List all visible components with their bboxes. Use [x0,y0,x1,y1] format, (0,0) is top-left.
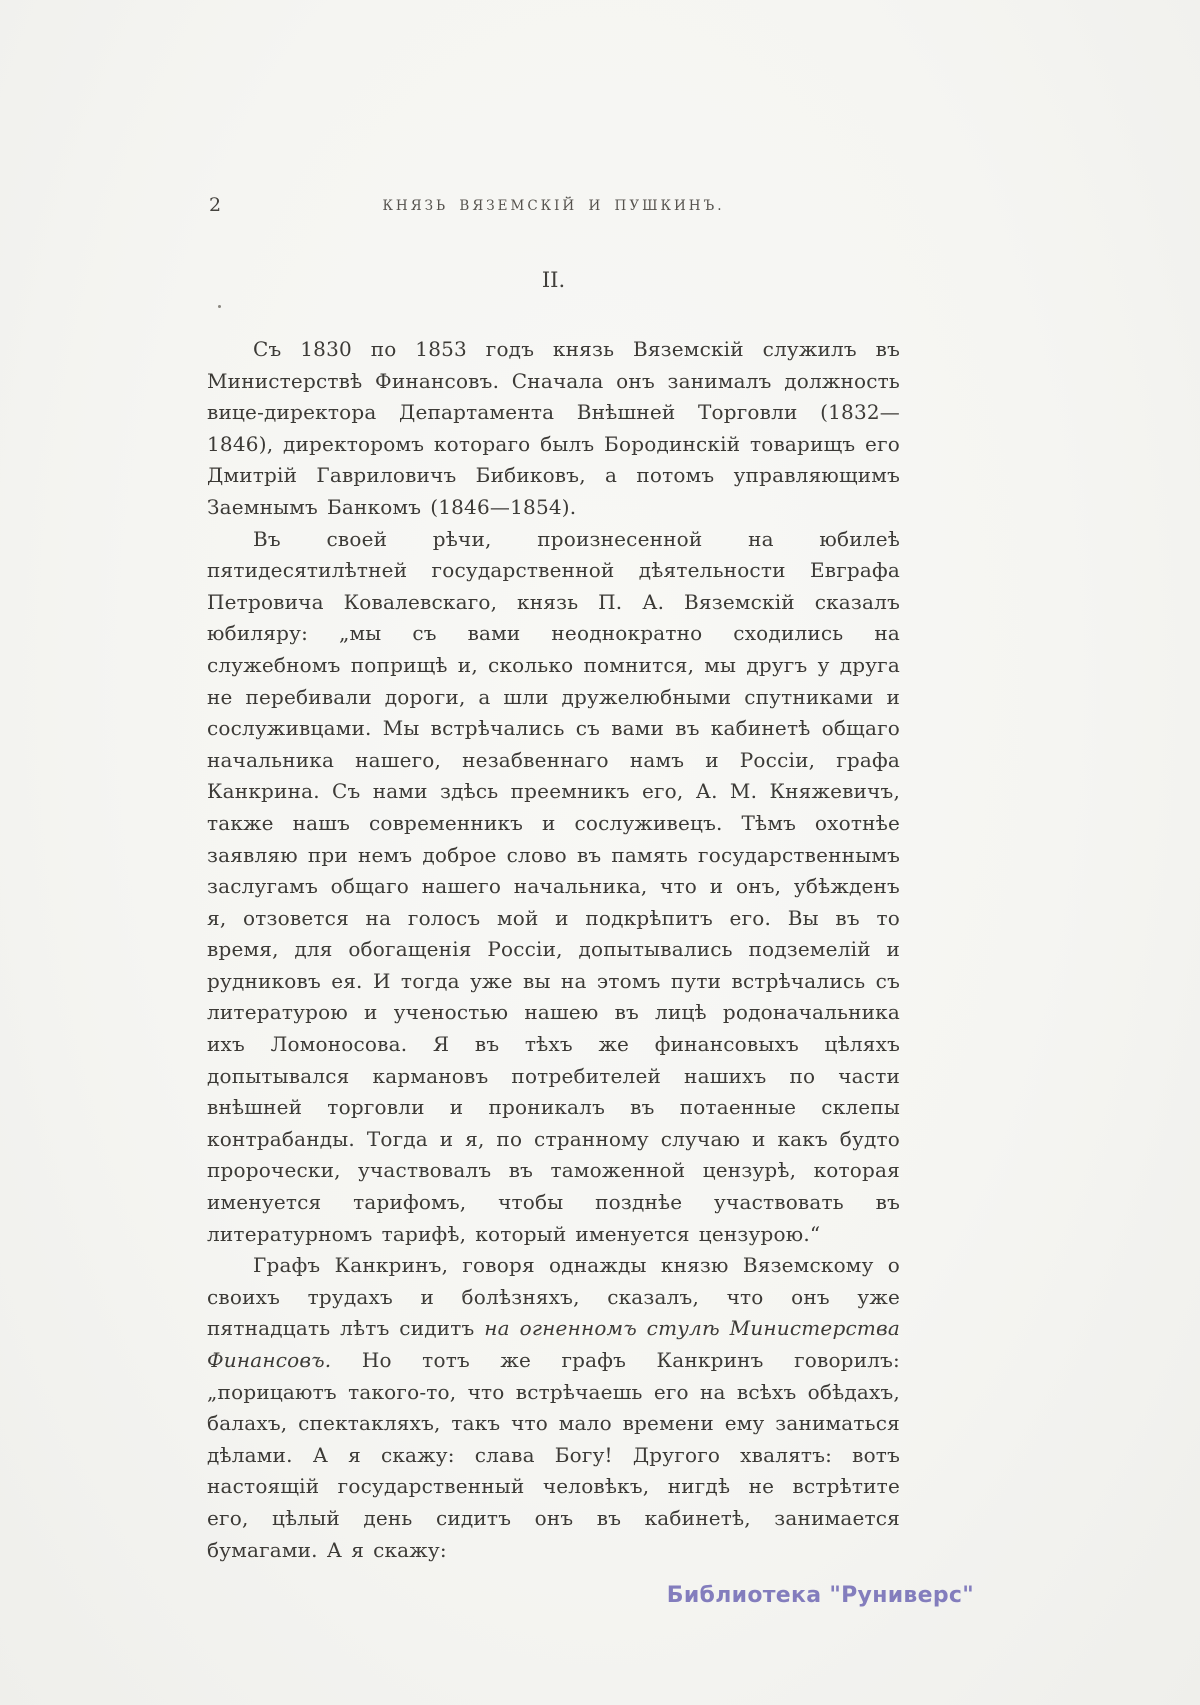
scan-noise-speck [218,305,221,308]
paragraph: Съ 1830 по 1853 годъ князь Вяземскій служилъ въ Министерствѣ Финансовъ. Сначала онъ занималъ должность вице-директора Департамента Внѣшней Торговли (1832—1846), директоромъ котораго былъ Бородинскій товарищъ его Дмитрій Гавриловичъ Бибиковъ, а потомъ управляющимъ Заемнымъ Банкомъ (1846—1854). [207,337,900,519]
running-header: КНЯЗЬ ВЯЗЕМСКІЙ И ПУШКИНЪ. [382,198,725,214]
paragraph [207,1250,900,1566]
section-heading: II. [541,268,566,292]
paragraph-italic-text: на огненномъ стулѣ Министерства Финансовъ. [207,1316,900,1372]
page-number: 2 [209,194,222,216]
paragraph-text: Но тотъ же графъ Канкринъ говорилъ: „порицаютъ такого-то, что встрѣчаешь его на всѣхъ обѣдахъ, балахъ, спектакляхъ, такъ что мало времени ему заниматься дѣлами. А я скажу: слава Богу! Другого хвалятъ: вотъ настоящій государственный человѣкъ, нигдѣ не встрѣтите его, цѣлый день сидитъ онъ въ кабинетѣ, занимается бумагами. А я скажу: [207,1348,900,1562]
library-watermark: Библиотека "Руниверс" [666,1583,974,1608]
text-block [207,334,900,1566]
paragraph-text: Графъ Канкринъ, говоря однажды князю Вяземскому о своихъ трудахъ и болѣзняхъ, сказалъ, что онъ уже пятнадцать лѣтъ сидитъ [207,1253,900,1341]
paragraph: Въ своей рѣчи, произнесенной на юбилеѣ пятидесятилѣтней государственной дѣятельности Евграфа Петровича Ковалевскаго, князь П. А. Вяземскій сказалъ юбиляру: „мы съ вами неоднократно сходились на служебномъ поприщѣ и, сколько помнится, мы другъ у друга не перебивали дороги, а шли дружелюбными спутниками и сослуживцами. Мы встрѣчались съ вами въ кабинетѣ общаго начальника нашего, незабвеннаго намъ и Россіи, графа Канкрина. Съ нами здѣсь преемникъ его, А. М. Княжевичъ, также нашъ современникъ и сослуживецъ. Тѣмъ охотнѣе заявляю при немъ доброе слово въ память государственнымъ заслугамъ общаго нашего начальника, что и онъ, убѣжденъ я, отзовется на голосъ мой и подкрѣпитъ его. Вы въ то время, для обогащенія Россіи, допытывались подземелій и рудниковъ ея. И тогда уже вы на этомъ пути встрѣчались съ литературою и ученостью нашею въ лицѣ родоначальника ихъ Ломоносова. Я въ тѣхъ же финансовыхъ цѣляхъ допытывался кармановъ потребителей нашихъ по части внѣшней торговли и проникалъ въ потаенные склепы контрабанды. Тогда и я, по странному случаю и какъ будто пророчески, участвовалъ въ таможенной цензурѣ, которая именуется тарифомъ, чтобы позднѣе участвовать въ литературномъ тарифѣ, который именуется цензурою.“ [207,526,900,1246]
page-header [207,194,900,220]
